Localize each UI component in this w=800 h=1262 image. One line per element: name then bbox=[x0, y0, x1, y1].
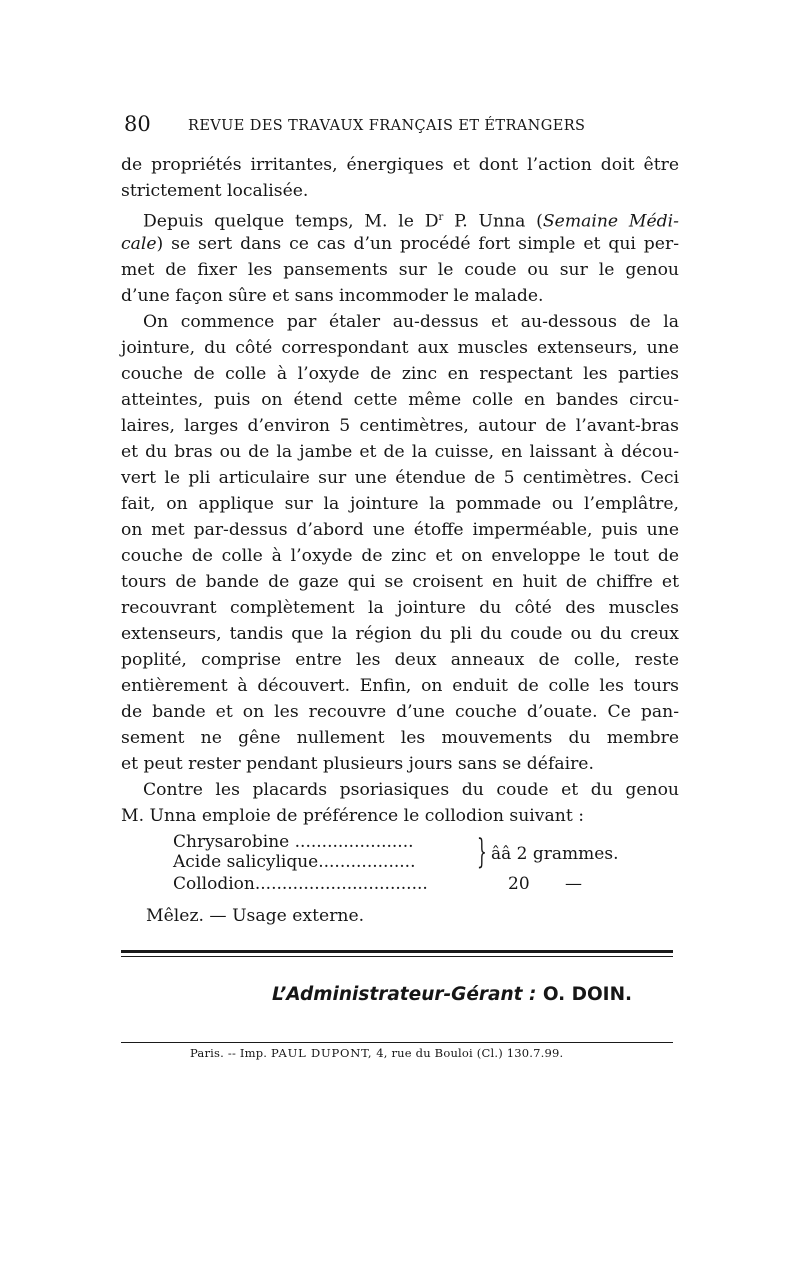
signature-line bbox=[272, 984, 632, 1005]
text-line: fait, on applique sur la jointure la pommade ou l’emplâtre, bbox=[121, 494, 679, 514]
formula-ingredient: Chrysarobine ...................... bbox=[173, 832, 414, 852]
text-line: on met par-dessus d’abord une étoffe imperméable, puis une bbox=[121, 520, 679, 540]
text-line: entièrement à découvert. Enfin, on enduit de colle les tours bbox=[121, 676, 679, 696]
text-line: sement ne gêne nullement les mouvements du membre bbox=[121, 728, 679, 748]
text-line: tours de bande de gaze qui se croisent en huit de chiffre et bbox=[121, 572, 679, 592]
signature-name: O. DOIN. bbox=[542, 984, 633, 1005]
section-divider bbox=[121, 956, 673, 957]
brace-glyph: } bbox=[477, 832, 487, 872]
text-line: extenseurs, tandis que la région du pli du coude ou du creux bbox=[121, 624, 679, 644]
text-line: recouvrant complètement la jointure du côté des muscles bbox=[121, 598, 679, 618]
page-header bbox=[124, 112, 679, 142]
usage-instruction: Mêlez. — Usage externe. bbox=[146, 906, 365, 926]
ditto-mark: — bbox=[565, 874, 582, 894]
running-title: REVUE DES TRAVAUX FRANÇAIS ET ÉTRANGERS bbox=[188, 118, 586, 134]
collodion-quantity: 20 bbox=[508, 874, 530, 894]
text-line: jointure, du côté correspondant aux muscles extenseurs, une bbox=[121, 338, 679, 358]
section-divider bbox=[121, 950, 673, 953]
text-line: vert le pli articulaire sur une étendue de 5 centimètres. Ceci bbox=[121, 468, 679, 488]
signature-role: L’Administrateur-Gérant : bbox=[272, 984, 537, 1005]
text-line: laires, larges d’environ 5 centimètres, autour de l’avant-bras bbox=[121, 416, 679, 436]
text-line: et peut rester pendant plusieurs jours sans se défaire. bbox=[121, 754, 594, 774]
text-line: cale) se sert dans ce cas d’un procédé fort simple et qui per- bbox=[121, 234, 679, 254]
text-line: atteintes, puis on étend cette même colle en bandes circu- bbox=[121, 390, 679, 410]
text-line: M. Unna emploie de préférence le collodion suivant : bbox=[121, 806, 584, 826]
imprint-divider bbox=[121, 1042, 673, 1043]
journal-title: Semaine Médi- bbox=[542, 211, 679, 232]
prescription-formula bbox=[173, 832, 633, 898]
text-line: met de fixer les pansements sur le coude ou sur le genou bbox=[121, 260, 679, 280]
text-line: couche de colle à l’oxyde de zinc et on enveloppe le tout de bbox=[121, 546, 679, 566]
text-line: poplité, comprise entre les deux anneaux de colle, reste bbox=[121, 650, 679, 670]
text-line: strictement localisée. bbox=[121, 181, 309, 201]
text-line: de bande et on les recouvre d’une couche d’ouate. Ce pan- bbox=[121, 702, 679, 722]
shared-quantity: ââ 2 grammes. bbox=[491, 844, 619, 864]
formula-ingredient: Acide salicylique.................. bbox=[173, 852, 416, 872]
text-line: et du bras ou de la jambe et de la cuisse, en laissant à décou- bbox=[121, 442, 679, 462]
journal-title: cale bbox=[121, 234, 157, 254]
formula-ingredient: Collodion................................ bbox=[173, 874, 428, 894]
page-number: 80 bbox=[124, 112, 151, 136]
printer-imprint: Paris. -- Imp. PAUL DUPONT, 4, rue du Bouloi (Cl.) 130.7.99. bbox=[190, 1046, 564, 1060]
text-line: couche de colle à l’oxyde de zinc en respectant les parties bbox=[121, 364, 679, 384]
text-line: Contre les placards psoriasiques du coude et du genou bbox=[143, 780, 679, 800]
text-line: de propriétés irritantes, énergiques et dont l’action doit être bbox=[121, 155, 679, 175]
printer-name: PAUL DUPONT, bbox=[271, 1046, 373, 1060]
text-line: d’une façon sûre et sans incommoder le malade. bbox=[121, 286, 544, 306]
text-line: On commence par étaler au-dessus et au-dessous de la bbox=[143, 312, 679, 332]
text-line: Depuis quelque temps, M. le $D^r$ P. Unna (Semaine Médi- bbox=[143, 211, 679, 232]
